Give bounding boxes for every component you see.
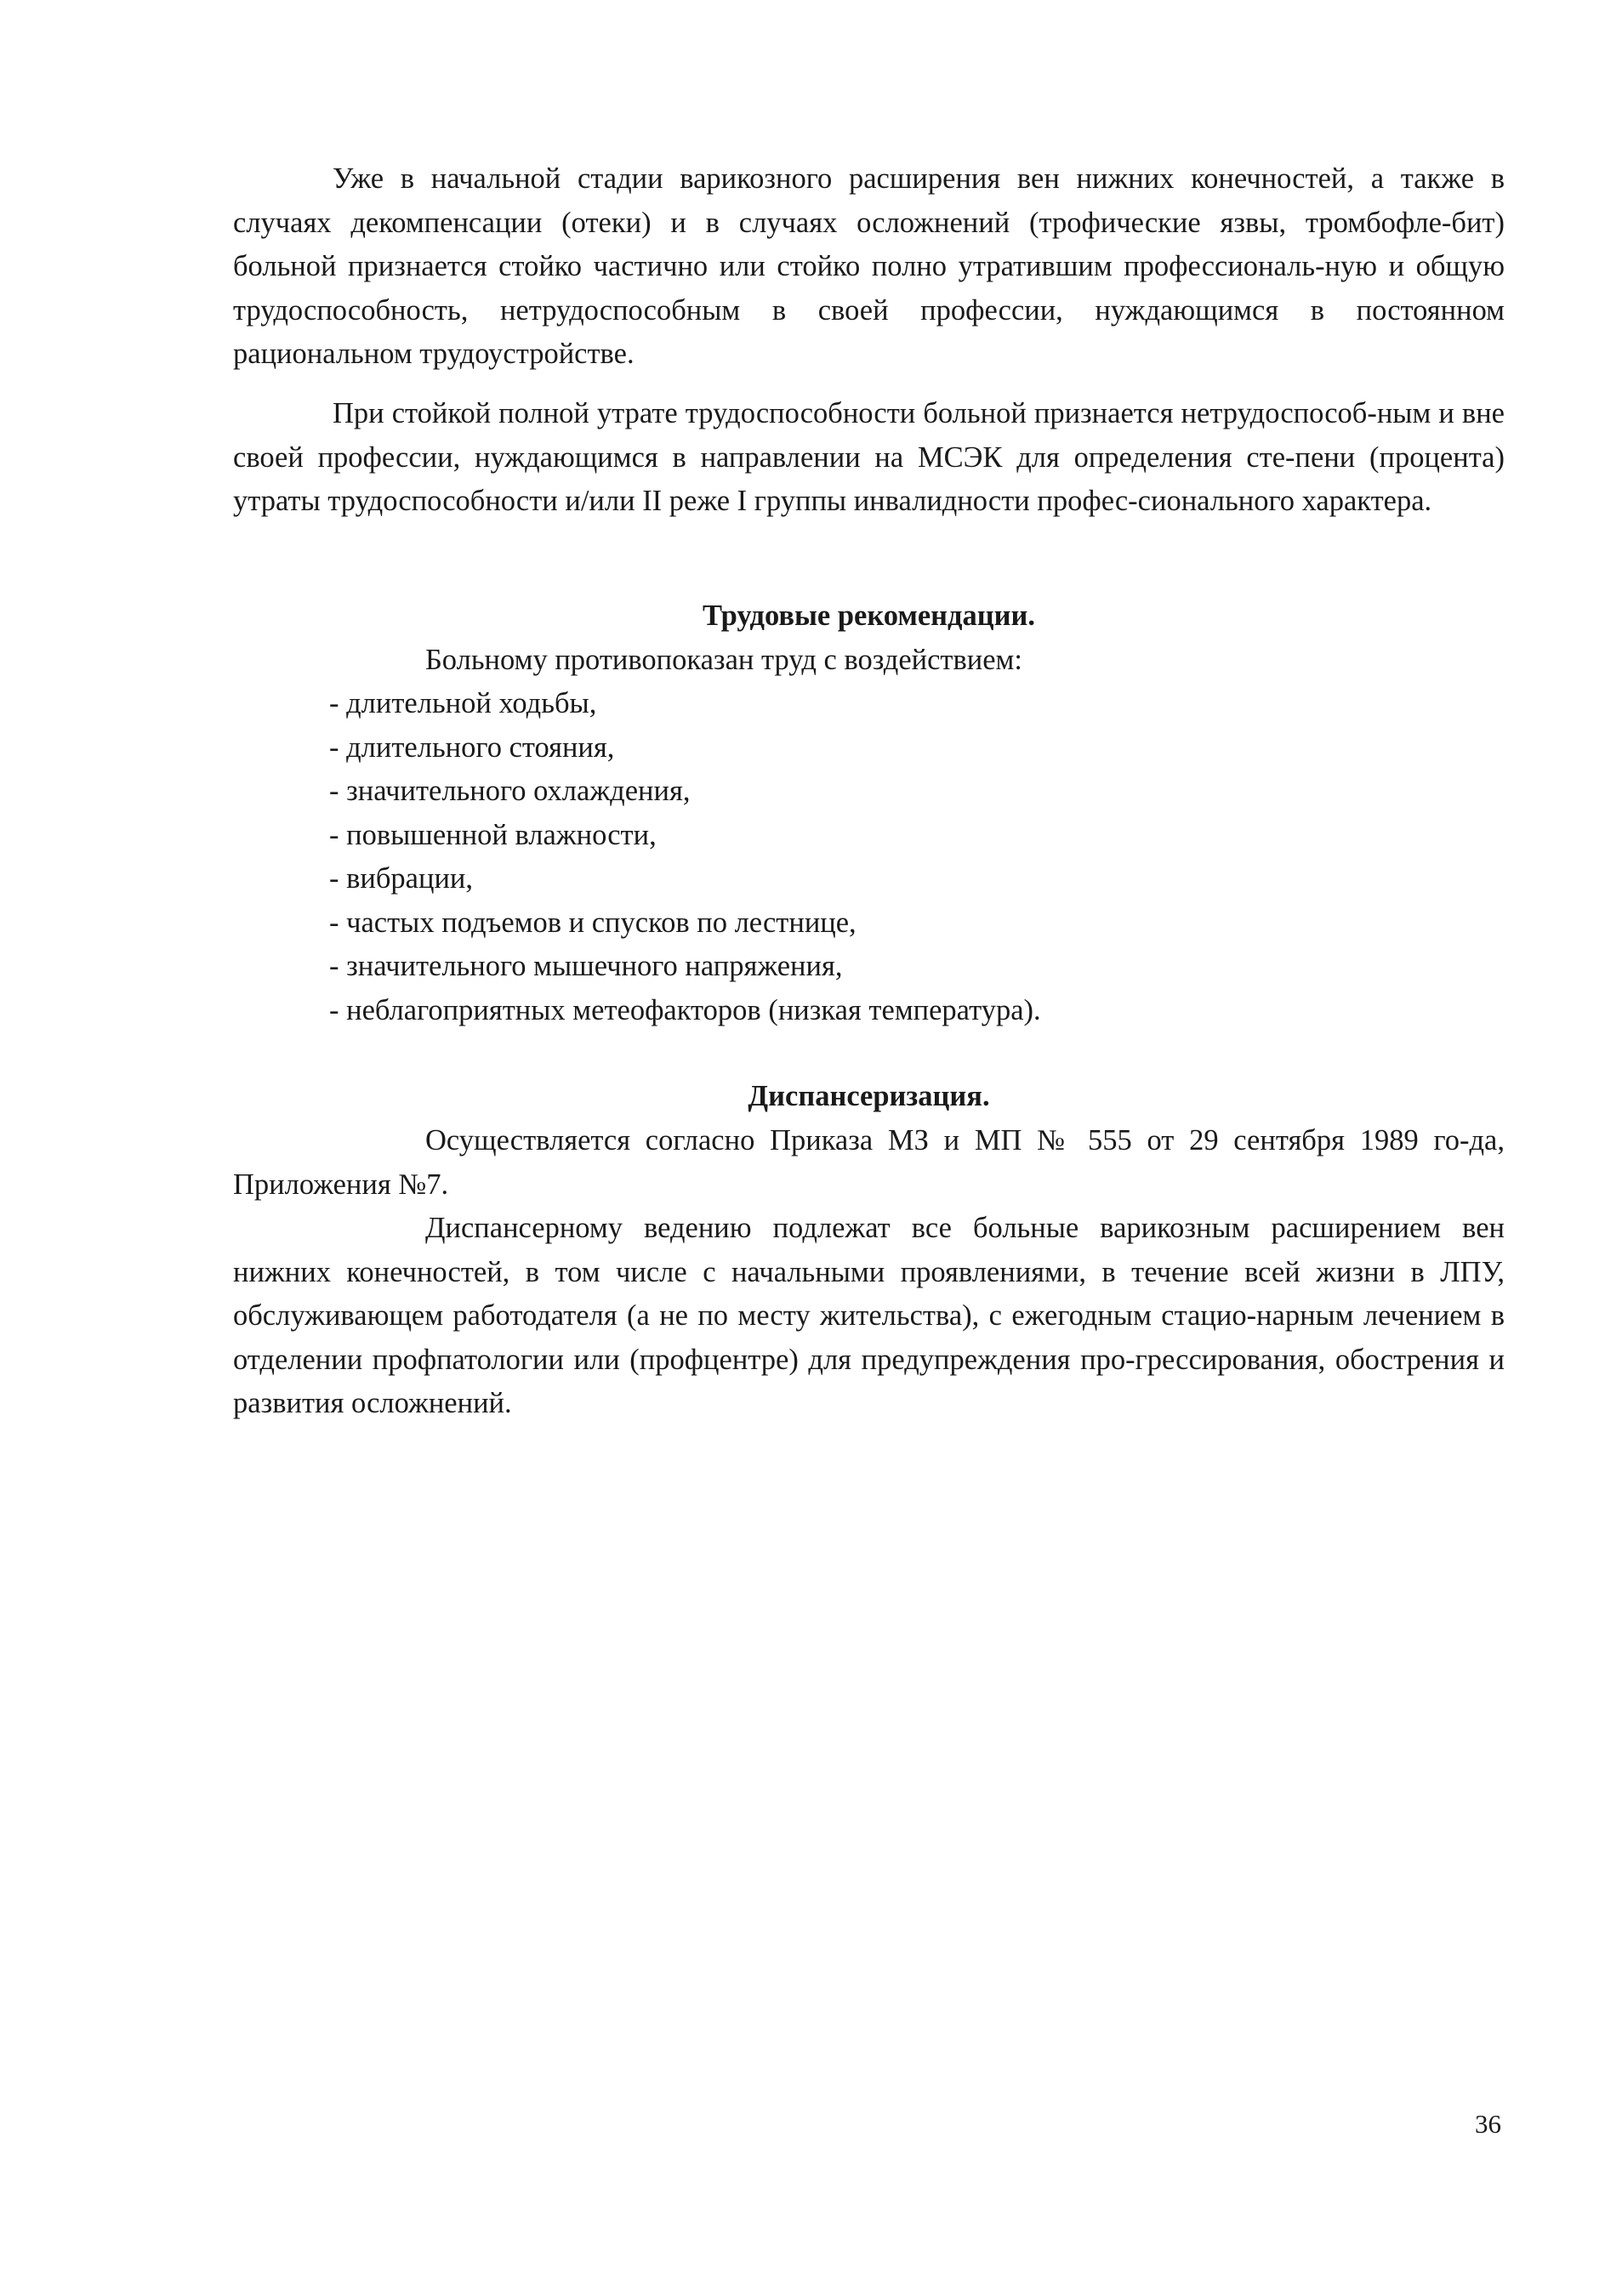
paragraph-intro-block (233, 157, 1505, 377)
list-item: - неблагоприятных метеофакторов (низкая температура). (329, 993, 1041, 1026)
list-item: - повышенной влажности, (329, 818, 657, 851)
list-item: - длительного стояния, (329, 730, 615, 764)
list-item: - значительного охлаждения, (329, 775, 691, 807)
paragraph-work-capacity-loss: Уже в начальной стадии варикозного расширения вен нижних конечностей, а также в случаях декомпенсации (отеки) и в случаях осложнений (трофические язвы, тромбофле-бит) больной признается стойко частично или стойко полно утратившим профессиональ-ную и общую трудоспособность, нетрудоспособным в своей профессии, нуждающимся в постоянном рациональном трудоустройстве. (233, 162, 1505, 370)
contraindications-intro: Больному противопоказан труд с воздействием: (425, 644, 1022, 676)
section-heading-labor-recommendations: Трудовые рекомендации. (702, 600, 1036, 632)
paragraph-full-loss-block (233, 392, 1505, 524)
contraindications-list (329, 682, 1041, 1032)
page-number: 36 (1475, 2109, 1501, 2139)
paragraph-dispensary-observation: Диспансерному ведению подлежат все больные варикозным расширением вен нижних конечностей, в том числе с начальными проявлениями, в течение всей жизни в ЛПУ, обслуживающем работодателя (а не по месту жительства), с ежегодным стацио-нарным лечением в отделении профпатологии или (профцентре) для предупреждения про-грессирования, обострения и развития осложнений. (233, 1212, 1505, 1419)
list-item: - частых подъемов и спусков по лестнице, (329, 906, 857, 939)
section-heading-dispensarization: Диспансеризация. (748, 1080, 990, 1112)
paragraph-full-loss: При стойкой полной утрате трудоспособности больной признается нетрудоспособ-ным и вне своей профессии, нуждающимся в направлении на МСЭК для определения сте-пени (процента) утраты трудоспособности и/или II реже I группы инвалидности профес-сионального характера. (233, 397, 1505, 517)
list-item: - длительной ходьбы, (329, 687, 597, 719)
paragraph-order-reference: Осуществляется согласно Приказа МЗ и МП № 555 от 29 сентября 1989 го-да, Приложения №7. (233, 1124, 1505, 1201)
list-item: - вибрации, (329, 862, 473, 895)
list-item: - значительного мышечного напряжения, (329, 950, 843, 982)
